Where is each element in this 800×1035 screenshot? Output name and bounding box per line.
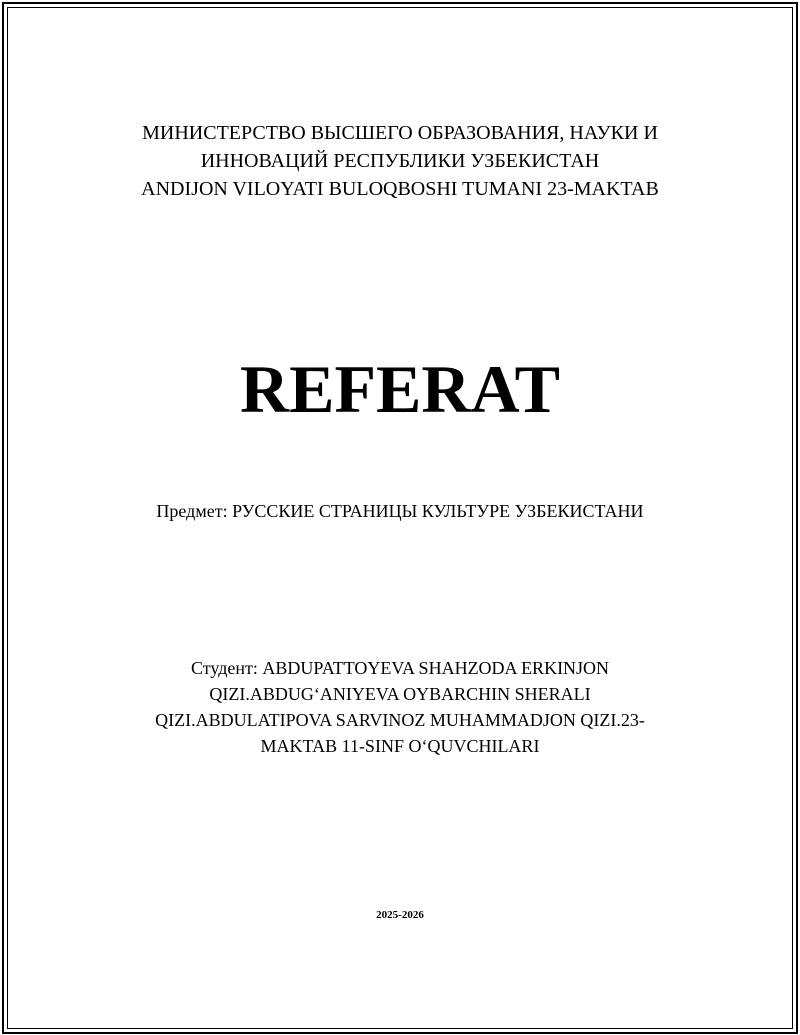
document-title: REFERAT xyxy=(240,351,560,427)
subject-line: Предмет: РУССКИЕ СТРАНИЦЫ КУЛЬТУРЕ УЗБЕКИСТАНИ xyxy=(156,501,644,521)
student-line: QIZI.ABDUG‘ANIYEVA OYBARCHIN SHERALI xyxy=(209,684,591,704)
student-line: Студент: ABDUPATTOYEVA SHAHZODA ERKINJON xyxy=(190,658,610,678)
header-line: ANDIJON VILOYATI BULOQBOSHI TUMANI 23-MAKTAB xyxy=(141,178,659,200)
student-line: QIZI.ABDULATIPOVA SARVINOZ MUHAMMADJON QIZI.23- xyxy=(155,710,645,730)
student-line: MAKTAB 11-SINF O‘QUVCHILARI xyxy=(260,736,540,756)
header-line: ИННОВАЦИЙ РЕСПУБЛИКИ УЗБЕКИСТАН xyxy=(200,150,600,172)
header-line: МИНИСТЕРСТВО ВЫСШЕГО ОБРАЗОВАНИЯ, НАУКИ И xyxy=(142,122,658,144)
academic-year: 2025-2026 xyxy=(376,909,424,921)
